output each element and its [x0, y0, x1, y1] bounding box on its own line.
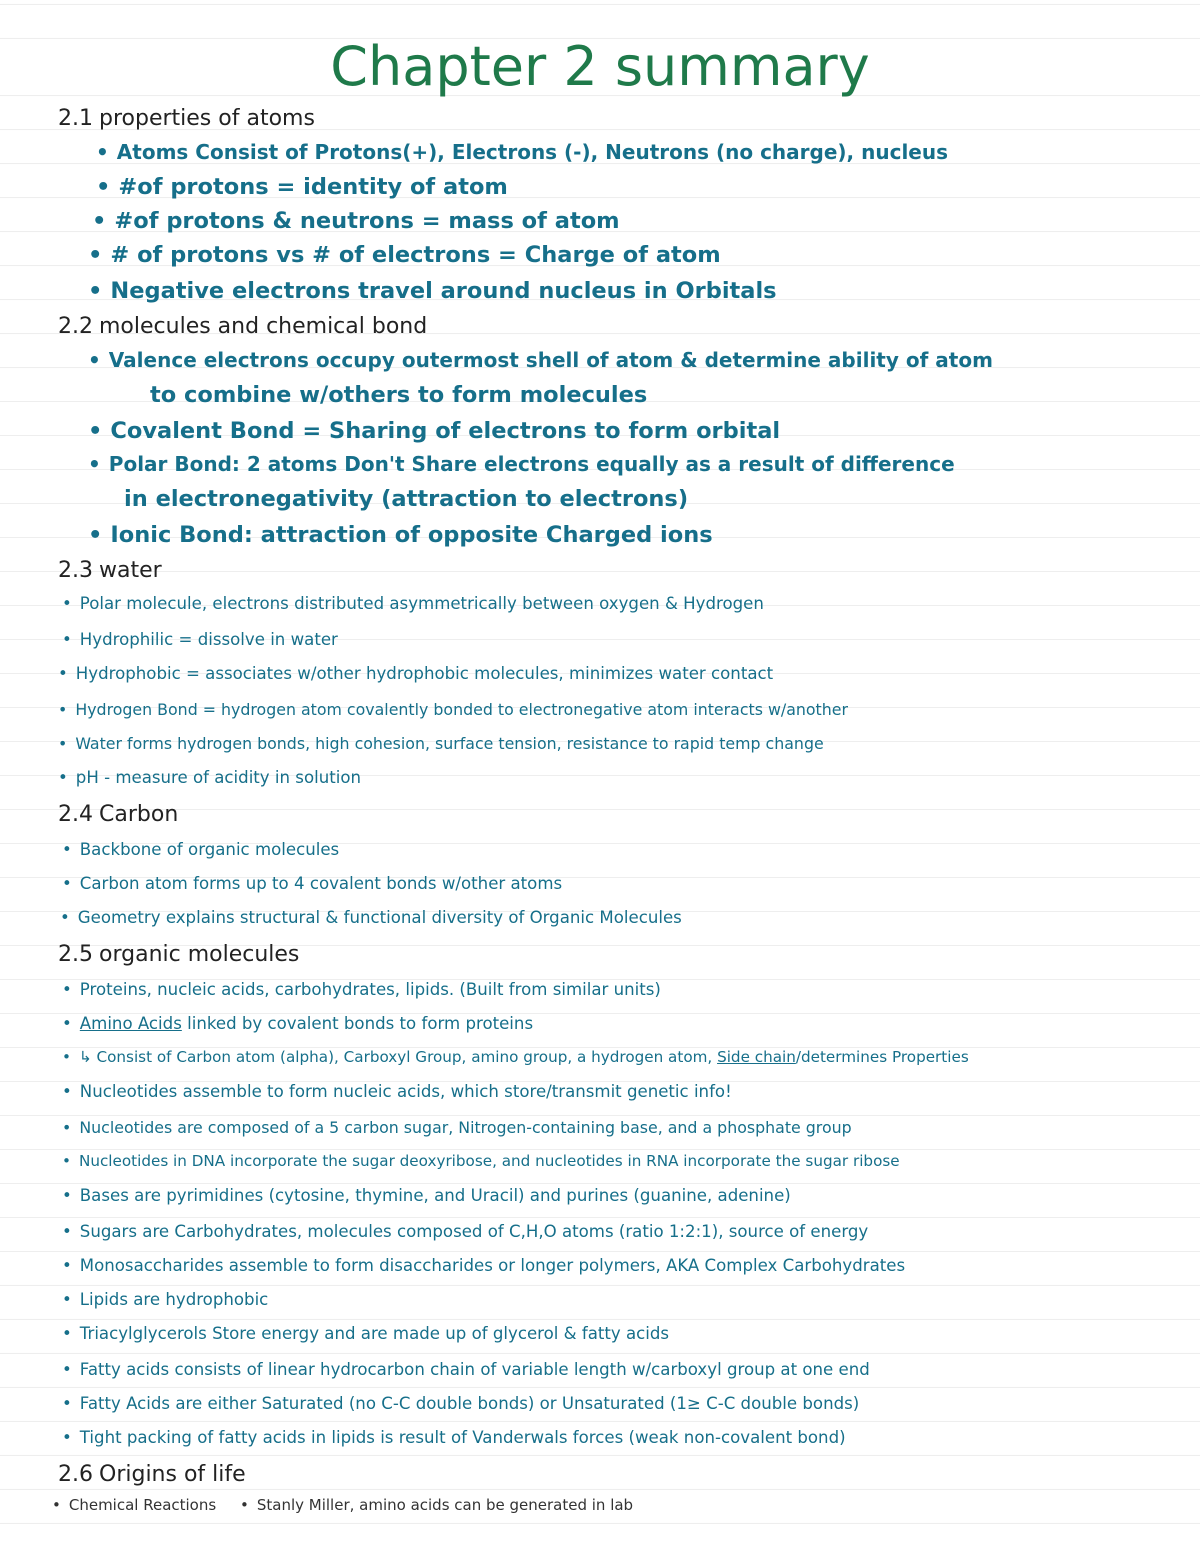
list-item: • #of protons & neutrons = mass of atom [92, 208, 620, 234]
list-item: • Hydrophilic = dissolve in water [62, 630, 338, 649]
list-item: • Polar Bond: 2 atoms Don't Share electrons equally as a result of difference [88, 452, 955, 476]
section-title: Origins of life [99, 1462, 246, 1487]
bullet-icon: • [62, 980, 72, 999]
list-item: • Chemical Reactions [52, 1496, 217, 1514]
list-item: • Negative electrons travel around nucleus in Orbitals [88, 278, 777, 304]
section-number: 2.5 [58, 942, 93, 967]
bullet-icon: • [88, 522, 103, 548]
bullet-icon: • [62, 840, 72, 859]
bullet-icon: • [62, 1394, 72, 1413]
list-item: • Atoms Consist of Protons(+), Electrons (-), Neutrons (no charge), nucleus [96, 140, 949, 164]
bullet-icon: • [88, 418, 103, 444]
list-item: • Bases are pyrimidines (cytosine, thymine, and Uracil) and purines (guanine, adenine) [62, 1186, 791, 1205]
section-title: organic molecules [99, 942, 300, 967]
bullet-icon: • [92, 208, 107, 234]
bullet-icon: • [62, 1118, 72, 1137]
bullet-icon: • [88, 278, 103, 304]
bullet-icon: • [58, 768, 68, 787]
list-item: • Carbon atom forms up to 4 covalent bonds w/other atoms [62, 874, 563, 893]
bullet-icon: • [62, 594, 72, 613]
list-item-continuation: in electronegativity (attraction to electrons) [124, 486, 689, 512]
section-number: 2.2 [58, 314, 93, 339]
list-item: • Nucleotides assemble to form nucleic acids, which store/transmit genetic info! [62, 1082, 732, 1101]
bullet-icon: • [58, 700, 68, 719]
bullet-icon: • [96, 174, 111, 200]
list-item: • Triacylglycerols Store energy and are made up of glycerol & fatty acids [62, 1324, 670, 1343]
bullet-icon: • [62, 874, 72, 893]
list-item: • Nucleotides in DNA incorporate the sugar deoxyribose, and nucleotides in RNA incorporate the sugar ribose [62, 1152, 900, 1170]
section-number: 2.6 [58, 1462, 93, 1487]
bullet-icon: • [62, 1152, 71, 1170]
list-item: • Backbone of organic molecules [62, 840, 340, 859]
list-item: • Stanly Miller, amino acids can be generated in lab [240, 1496, 634, 1514]
section-title: Carbon [99, 802, 179, 827]
section-heading-2-1 [58, 106, 315, 131]
bullet-icon: • [88, 242, 103, 268]
bullet-icon: • [62, 1082, 72, 1101]
list-item: • pH - measure of acidity in solution [58, 768, 362, 787]
list-item: • Geometry explains structural & functional diversity of Organic Molecules [60, 908, 682, 927]
bullet-icon: • [58, 664, 68, 683]
bullet-icon: • [62, 1256, 72, 1275]
section-title: water [99, 558, 162, 583]
list-item: • Monosaccharides assemble to form disaccharides or longer polymers, AKA Complex Carbohydrates [62, 1256, 906, 1275]
list-item: • Amino Acids linked by covalent bonds to form proteins [62, 1014, 534, 1033]
list-item: • Polar molecule, electrons distributed asymmetrically between oxygen & Hydrogen [62, 594, 764, 613]
list-item: • Water forms hydrogen bonds, high cohesion, surface tension, resistance to rapid temp change [58, 734, 824, 753]
list-item: • Hydrophobic = associates w/other hydrophobic molecules, minimizes water contact [58, 664, 774, 683]
section-heading-2-2 [58, 314, 427, 339]
list-item: • Proteins, nucleic acids, carbohydrates, lipids. (Built from similar units) [62, 980, 661, 999]
list-item-continuation: to combine w/others to form molecules [150, 382, 648, 408]
section-heading-2-4 [58, 802, 178, 827]
bullet-icon: • [62, 1360, 72, 1379]
underlined-term: Side chain [717, 1048, 796, 1066]
bullet-icon: • [62, 1290, 72, 1309]
bullet-icon: • [240, 1496, 249, 1514]
section-heading-2-3 [58, 558, 162, 583]
bullet-icon: • [62, 1048, 71, 1066]
bullet-icon: • [62, 1428, 72, 1447]
bullet-icon: • [88, 452, 101, 476]
list-item: • # of protons vs # of electrons = Charge of atom [88, 242, 721, 268]
bullet-icon: • [62, 1324, 72, 1343]
page-title: Chapter 2 summary [330, 35, 870, 98]
list-item: • #of protons = identity of atom [96, 174, 508, 200]
bullet-icon: • [58, 734, 68, 753]
list-item: • Fatty acids consists of linear hydrocarbon chain of variable length w/carboxyl group at one end [62, 1360, 870, 1379]
bullet-icon: • [62, 1186, 72, 1205]
list-item: • Tight packing of fatty acids in lipids is result of Vanderwals forces (weak non-covalent bond) [62, 1428, 846, 1447]
bullet-icon: • [62, 1222, 72, 1241]
list-item: • Fatty Acids are either Saturated (no C-C double bonds) or Unsaturated (1≥ C-C double bonds) [62, 1394, 860, 1413]
bullet-icon: • [62, 1014, 72, 1033]
list-item: • Nucleotides are composed of a 5 carbon sugar, Nitrogen-containing base, and a phosphate group [62, 1118, 852, 1137]
section-number: 2.1 [58, 106, 93, 131]
list-item: • Hydrogen Bond = hydrogen atom covalently bonded to electronegative atom interacts w/another [58, 700, 848, 719]
list-item: • Covalent Bond = Sharing of electrons to form orbital [88, 418, 781, 444]
list-item: • Lipids are hydrophobic [62, 1290, 269, 1309]
section-number: 2.3 [58, 558, 93, 583]
underlined-term: Amino Acids [79, 1014, 182, 1033]
section-title: properties of atoms [99, 106, 315, 131]
bullet-icon: • [62, 630, 72, 649]
list-item: • Ionic Bond: attraction of opposite Charged ions [88, 522, 713, 548]
section-heading-2-5 [58, 942, 299, 967]
list-item: • ↳ Consist of Carbon atom (alpha), Carboxyl Group, amino group, a hydrogen atom, Side chain/determines Properties [62, 1048, 969, 1066]
bullet-icon: • [52, 1496, 61, 1514]
bullet-icon: • [88, 348, 101, 372]
list-item: • Valence electrons occupy outermost shell of atom & determine ability of atom [88, 348, 993, 372]
bullet-icon: • [60, 908, 70, 927]
section-heading-2-6 [58, 1462, 246, 1487]
section-number: 2.4 [58, 802, 93, 827]
section-title: molecules and chemical bond [99, 314, 428, 339]
bullet-icon: • [96, 140, 109, 164]
list-item: • Sugars are Carbohydrates, molecules composed of C,H,O atoms (ratio 1:2:1), source of energy [62, 1222, 869, 1241]
